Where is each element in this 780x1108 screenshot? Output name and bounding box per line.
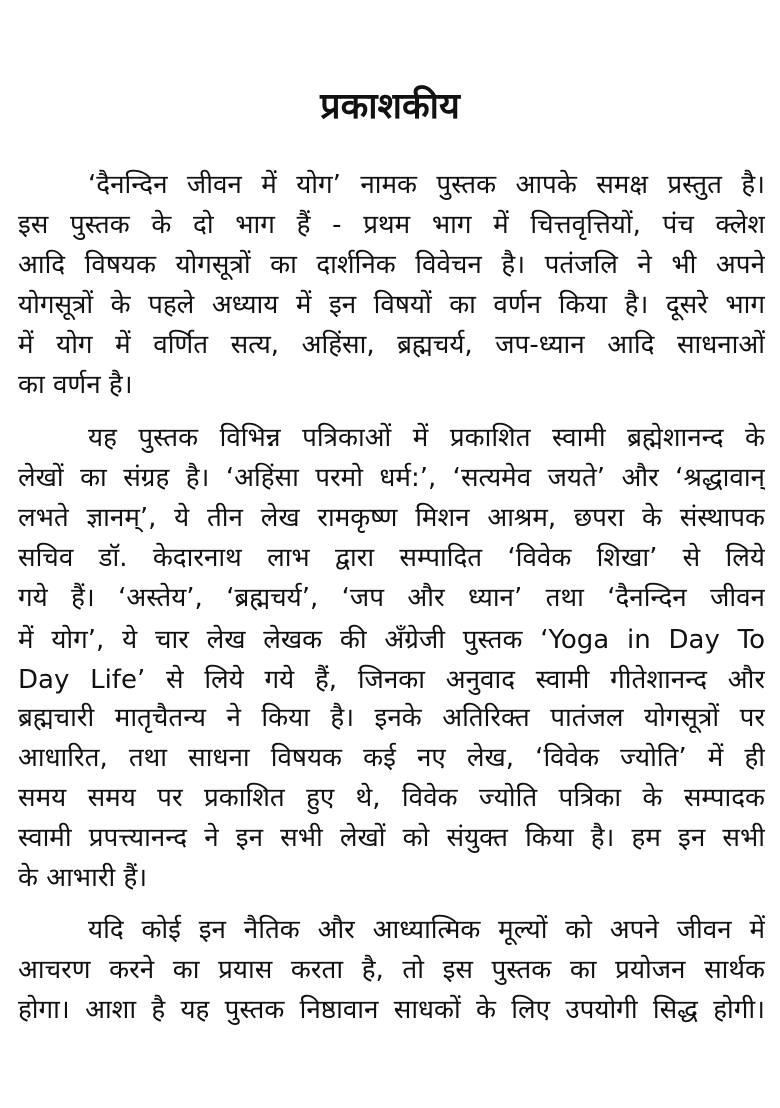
paragraph-2-line: लभते ज्ञानम्’, ये तीन लेख रामकृष्ण मिशन आश्रम, छपरा के संस्थापक <box>18 503 765 533</box>
paragraph-3-line: यदि कोई इन नैतिक और आध्यात्मिक मूल्यों को अपने जीवन में <box>88 915 765 945</box>
paragraph-2-line: स्वामी प्रपत्त्यानन्द ने इन सभी लेखों को संयुक्त किया है। हम इन सभी <box>18 823 765 853</box>
page-title: प्रकाशकीय <box>320 86 460 127</box>
paragraph-2-line: में योग’, ये चार लेख लेखक की अँग्रेजी पुस्तक ‘Yoga in Day To <box>18 625 765 655</box>
paragraph-2-line: लेखों का संग्रह है। ‘अहिंसा परमो धर्म:’, ‘सत्यमेव जयते’ और ‘श्रद्धावान् <box>18 463 765 493</box>
paragraph-2-line: सचिव डॉ. केदारनाथ लाभ द्वारा सम्पादित ‘विवेक शिखा’ से लिये <box>18 543 765 573</box>
paragraph-1-line: आदि विषयक योगसूत्रों का दार्शनिक विवेचन है। पतंजलि ने भी अपने <box>18 250 765 280</box>
paragraph-2-line: गये हैं। ‘अस्तेय’, ‘ब्रह्मचर्य’, ‘जप और ध्यान’ तथा ‘दैनन्दिन जीवन <box>18 583 765 613</box>
paragraph-2-line: Day Life’ से लिये गये हैं, जिनका अनुवाद स्वामी गीतेशानन्द और <box>18 665 765 695</box>
paragraph-3-line: आचरण करने का प्रयास करता है, तो इस पुस्तक का प्रयोजन सार्थक <box>18 955 765 985</box>
paragraph-1-line: में योग में वर्णित सत्य, अहिंसा, ब्रह्मचर्य, जप-ध्यान आदि साधनाओं <box>18 330 765 360</box>
paragraph-2-line: ब्रह्मचारी मातृचैतन्य ने किया है। इनके अतिरिक्त पातंजल योगसूत्रों पर <box>18 703 765 733</box>
paragraph-2-line: समय समय पर प्रकाशित हुए थे, विवेक ज्योति पत्रिका के सम्पादक <box>18 783 765 813</box>
paragraph-3-line: होगा। आशा है यह पुस्तक निष्ठावान साधकों के लिए उपयोगी सिद्ध होगी। <box>18 995 765 1025</box>
paragraph-2-line: यह पुस्तक विभिन्न पत्रिकाओं में प्रकाशित स्वामी ब्रह्मेशानन्द के <box>88 423 765 453</box>
paragraph-1-line: का वर्णन है। <box>18 370 133 400</box>
paragraph-2-line: के आभारी हैं। <box>18 863 148 893</box>
paragraph-1-line: इस पुस्तक के दो भाग हैं - प्रथम भाग में चित्तवृत्तियों, पंच क्लेश <box>18 210 765 240</box>
paragraph-2-line: आधारित, तथा साधना विषयक कई नए लेख, ‘विवेक ज्योति’ में ही <box>18 743 765 773</box>
paragraph-1-line: ‘दैनन्दिन जीवन में योग’ नामक पुस्तक आपके समक्ष प्रस्तुत है। <box>88 170 765 200</box>
paragraph-1-line: योगसूत्रों के पहले अध्याय में इन विषयों का वर्णन किया है। दूसरे भाग <box>18 290 765 320</box>
